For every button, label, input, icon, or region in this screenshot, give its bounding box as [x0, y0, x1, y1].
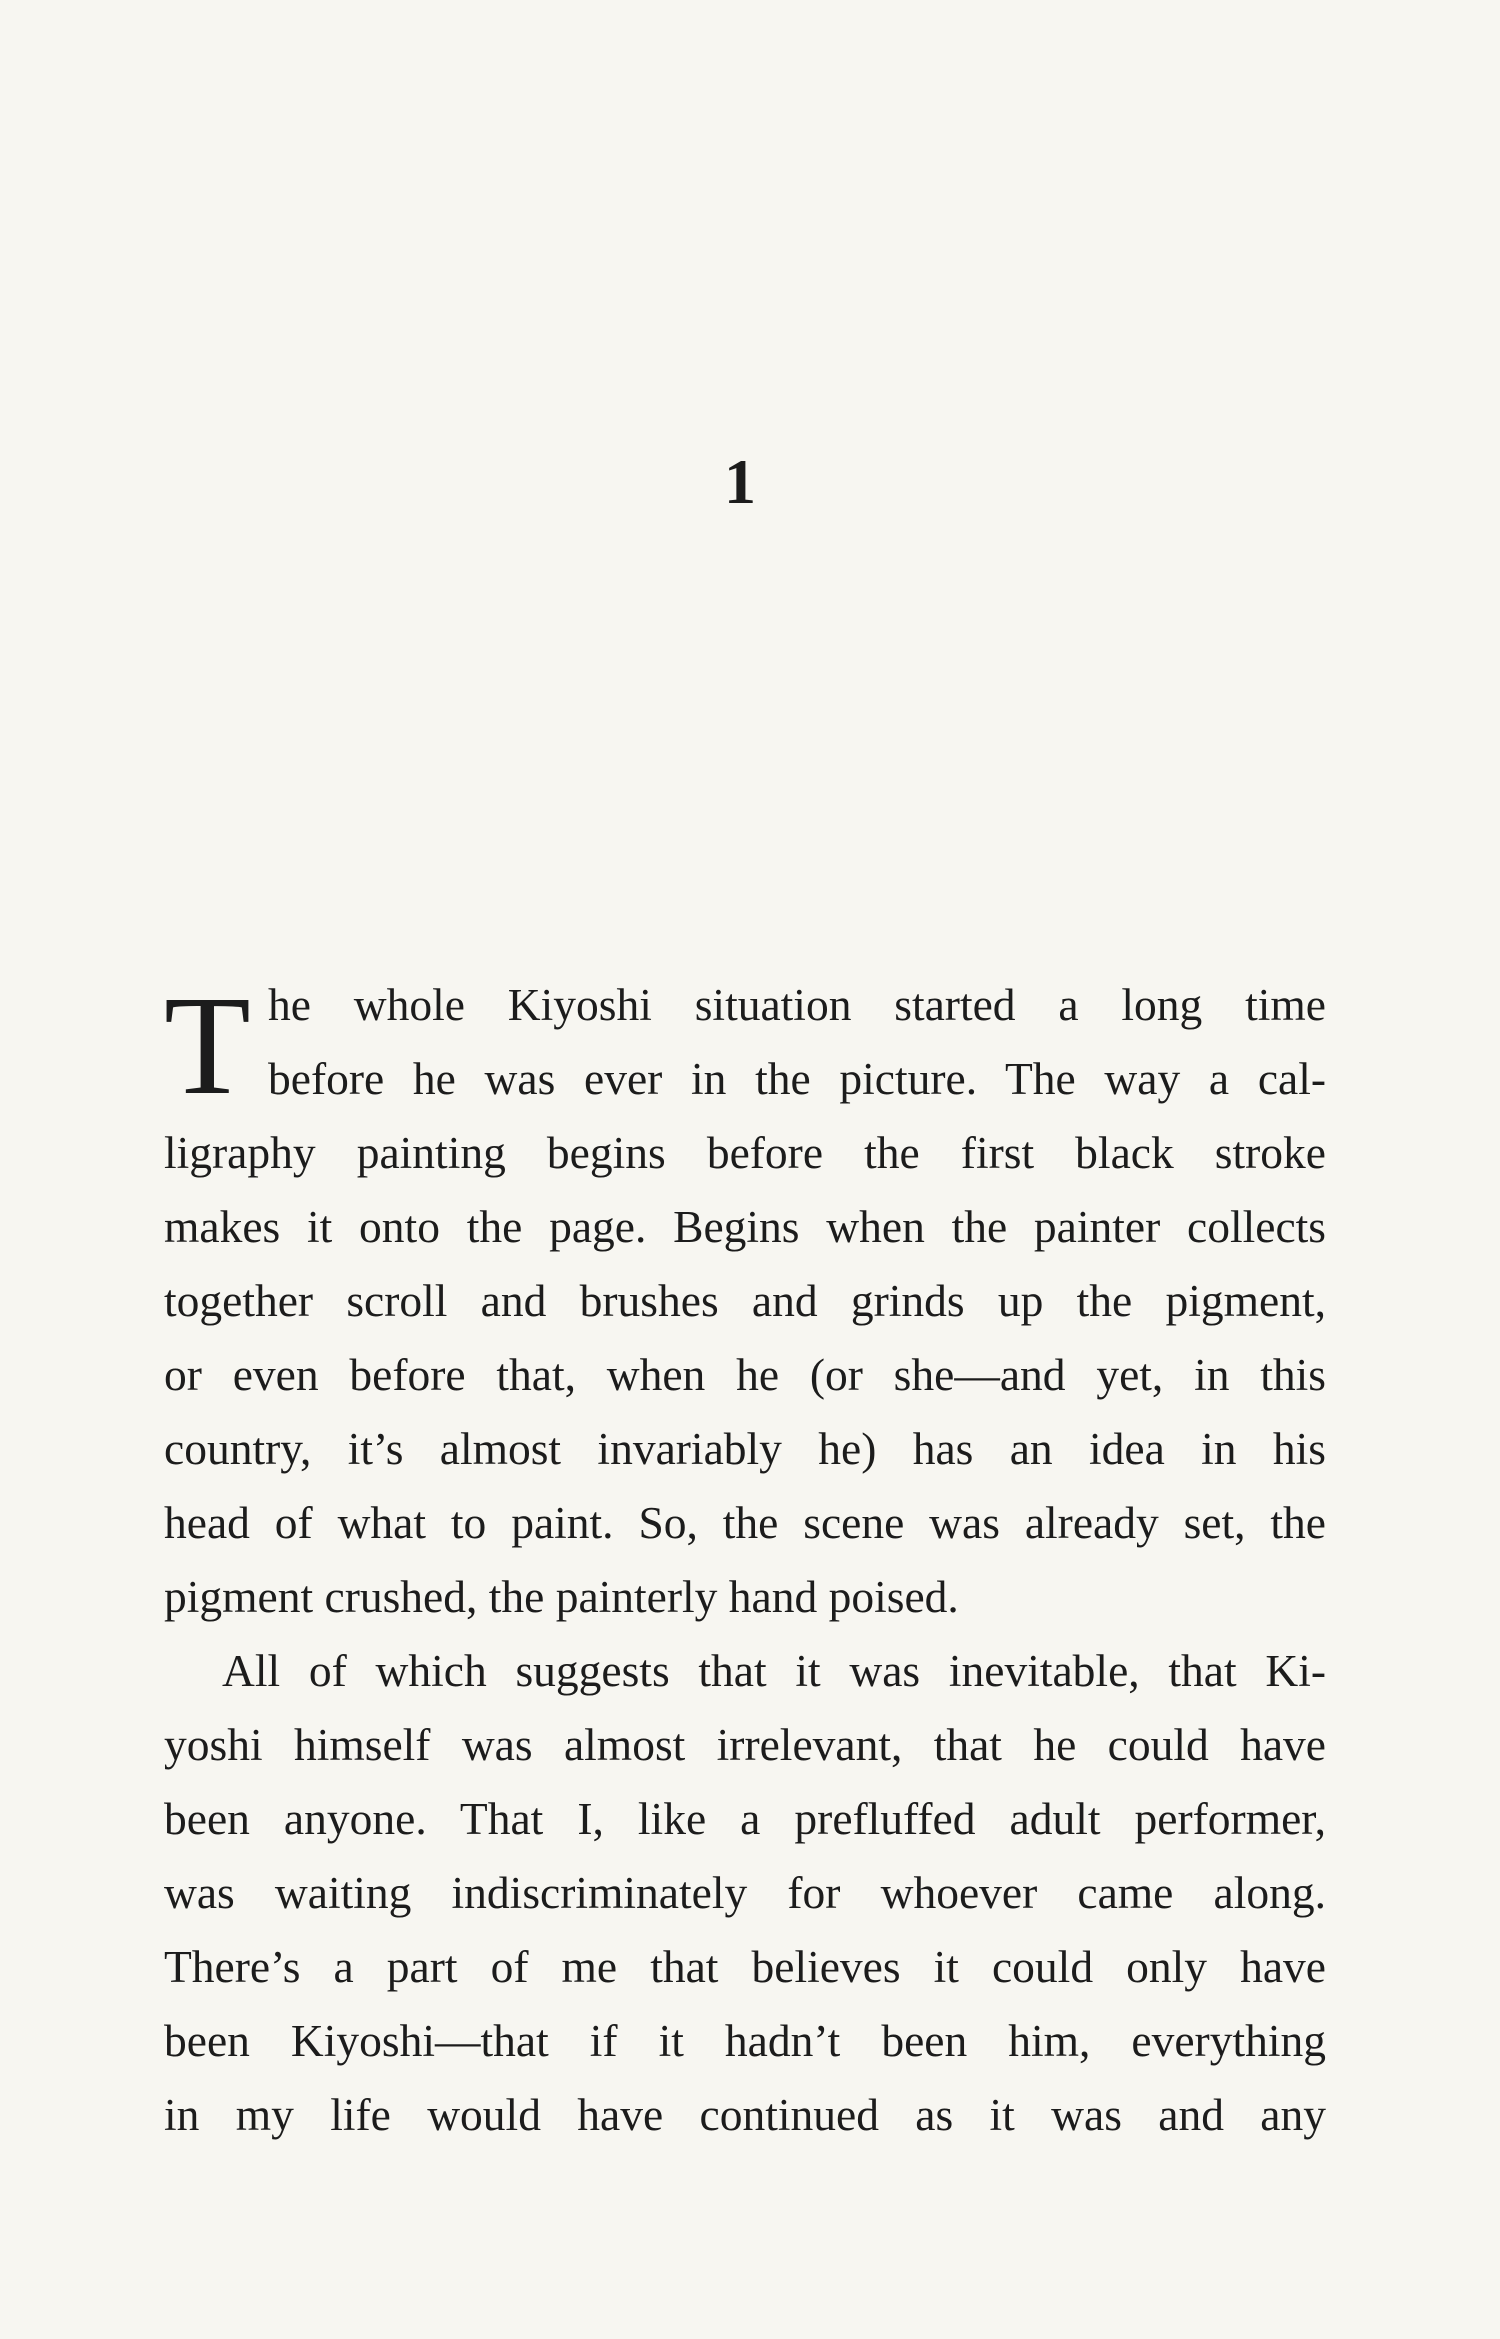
text-line: been Kiyoshi—that if it hadn’t been him, everything	[164, 2015, 1326, 2066]
text-line: together scroll and brushes and grinds up the pigment,	[164, 1275, 1326, 1326]
body-text	[164, 968, 1326, 2152]
text-line: been anyone. That I, like a prefluffed adult performer,	[164, 1793, 1326, 1844]
text-line: before he was ever in the picture. The way a cal-	[268, 1053, 1326, 1104]
text-line: makes it onto the page. Begins when the painter collects	[164, 1201, 1326, 1252]
paragraph-2	[164, 1634, 1326, 2152]
text-line: head of what to paint. So, the scene was already set, the	[164, 1497, 1326, 1548]
text-line: was waiting indiscriminately for whoever came along.	[164, 1867, 1326, 1918]
text-line: pigment crushed, the painterly hand poised.	[164, 1571, 959, 1622]
text-line: in my life would have continued as it was and any	[164, 2089, 1326, 2140]
text-line: ligraphy painting begins before the first black stroke	[164, 1127, 1326, 1178]
text-line: he whole Kiyoshi situation started a long time	[268, 979, 1326, 1030]
drop-cap: T	[164, 966, 251, 1124]
text-line: There’s a part of me that believes it could only have	[164, 1941, 1326, 1992]
chapter-number: 1	[724, 446, 756, 517]
text-line: country, it’s almost invariably he) has an idea in his	[164, 1423, 1326, 1474]
text-line: yoshi himself was almost irrelevant, that he could have	[164, 1719, 1326, 1770]
text-line: All of which suggests that it was inevitable, that Ki-	[222, 1645, 1326, 1696]
paragraph-1	[164, 968, 1326, 1634]
text-line: or even before that, when he (or she—and yet, in this	[164, 1349, 1326, 1400]
